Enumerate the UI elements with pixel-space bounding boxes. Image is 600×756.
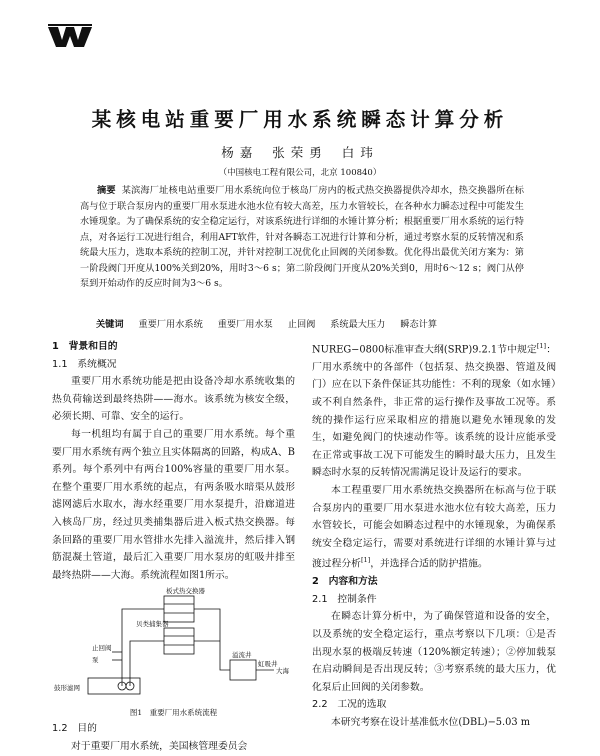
section-heading-2-1: 2.1 控制条件 [312, 593, 377, 605]
paragraph [312, 338, 556, 482]
section-heading-2-2: 2.2 工况的选取 [312, 699, 387, 711]
label-overflow-well: 溢流井 [232, 651, 252, 660]
authors: 杨嘉 张荣勇 白玮 [221, 145, 379, 160]
paragraph: 本研究考察在设计基准低水位(DBL)−5.03 m [331, 717, 530, 728]
abstract-label: 摘要 [97, 185, 116, 196]
label-siphon-well: 虹吸井 [258, 660, 278, 669]
citation: [1] [360, 556, 371, 565]
heat-exchanger [164, 628, 194, 654]
section-heading-2: 2 内容和方法 [312, 576, 378, 588]
paragraph: 在瞬态计算分析中，为了确保管道和设备的安全，以及系统的安全稳定运行，重点考察以下几项：①是否出现水泵的极端反转速（120%额定转速）；②停加载泵在启动瞬间是否出现反转；③考察系统的最大压力，优化泵后止回阀的关闭参数。 [312, 611, 556, 693]
label-trap: 贝类捕集器 [136, 620, 169, 629]
label-drum-screen: 鼓形滤网 [54, 684, 80, 693]
figure-1-flow-diagram [52, 586, 295, 706]
paragraph: 每一机组均有属于自己的重要厂用水系统。每个重要厂用水系统有两个独立且实体隔离的回路，构成A、B系列。每个系列中有两台100%容量的重要厂用水泵。在整个重要厂用水系统的起点，有两条吸水暗渠从鼓形滤网滤后水取水，海水经重要厂用水泵提升，沿廊道进入核岛厂房，经过贝类捕集器后进入板式热交换器。每条回路的重要厂用水管排水先排入溢流井，然后排入钢筋混凝土管道，最后汇入重要厂用水泵房的虹吸井排至最终热阱——大海。系统流程如图1所示。 [52, 428, 295, 581]
keyword-item: 瞬态计算 [400, 319, 438, 330]
paragraph: 对于重要厂用水系统，美国核管理委员会 [71, 740, 248, 752]
affiliation: （中国核电工程有限公司，北京 100840） [218, 168, 382, 178]
label-check-valve: 止回阀 [92, 644, 112, 653]
paragraph [312, 482, 556, 573]
section-heading-1-2: 1.2 目的 [52, 723, 97, 735]
section-heading-1-1: 1.1 系统概况 [52, 358, 117, 370]
paper-title: 某核电站重要厂用水系统瞬态计算分析 [91, 108, 509, 131]
heat-exchanger [164, 596, 194, 622]
right-column [312, 338, 556, 732]
pump-house [88, 678, 140, 694]
label-pump: 泵 [92, 656, 99, 665]
paragraph-text: NUREG−0800标准审查大纲(SRP)9.2.1节中规定 [312, 344, 537, 356]
paragraph-text: 本工程重要厂用水系统热交换器所在标高与位于联合泵房内的重要厂用水泵进水池水位有较大高差，压力水管较长，可能会如瞬态过程中的水锤现象，为确保系统安全稳定运行，需要对系统进行详细的水锤计算与过渡过程分析 [312, 485, 556, 570]
keyword-item: 重要厂用水泵 [217, 319, 273, 330]
abstract [80, 183, 524, 292]
left-column [52, 338, 295, 756]
keyword-item: 止回阀 [287, 319, 316, 330]
keywords [80, 316, 524, 330]
keyword-item: 重要厂用水系统 [138, 319, 203, 330]
citation: [1] [536, 342, 547, 350]
publisher-logo [48, 24, 92, 48]
section-heading-1: 1 背景和目的 [52, 341, 118, 352]
paragraph-text: ，并选择合适的防护措施。 [370, 558, 488, 570]
label-sea: 大海 [276, 667, 289, 676]
abstract-text: 某滨海厂址核电站重要厂用水系统向位于核岛厂房内的板式热交换器提供冷却水，热交换器所在标高与位于联合泵房内的重要厂用水泵进水池水位有较大高差，压力水管较长，在各种水力瞬态过程中可能发生水锤现象。为了确保系统的安全稳定运行，对该系统进行详细的水锤计算分析；根据重要厂用水系统的运行特点，对各运行工况进行组合，利用AFT软件，针对各瞬态工况进行计算和分析，通过考察水泵的反转情况和系统最大压力，选取本系统的控制工况，并针对控制工况优化止回阀的关闭参数。优化得出最优关闭方案为：第一阶段阀门开度从100%关到20%，用时3～6 s；第二阶段阀门开度从20%关到0，用时6～12 s；阀门从停泵到开始动作的反应时间为3～6 s。 [80, 185, 524, 289]
paragraph: 重要厂用水系统功能是把由设备冷却水系统收集的热负荷输送到最终热阱——海水。该系统为核安全级，必须长期、可靠、安全的运行。 [52, 376, 295, 423]
overflow-well [230, 660, 256, 680]
figure-1-caption: 图1 重要厂用水系统流程 [129, 708, 218, 718]
keywords-label: 关键词 [96, 319, 124, 330]
paragraph-text: ：厂用水系统中的各部件（包括泵、热交换器、管道及阀门）应在以下条件保证其功能性：不利的现象（如水锤）或不利自然条件，非正常的运行操作及事故工况等。系统的操作运行应采取相应的措施以避免水锤现象的发生，如避免阀门的快速动作等。该系统的设计应能承受在正常或事故工况下可能发生的瞬时最大压力，且发生瞬态时水泵的反转情况需满足设计及运行的要求。 [312, 344, 557, 479]
label-heat-exchanger: 板式热交换器 [166, 587, 205, 596]
keyword-item: 系统最大压力 [330, 319, 386, 330]
